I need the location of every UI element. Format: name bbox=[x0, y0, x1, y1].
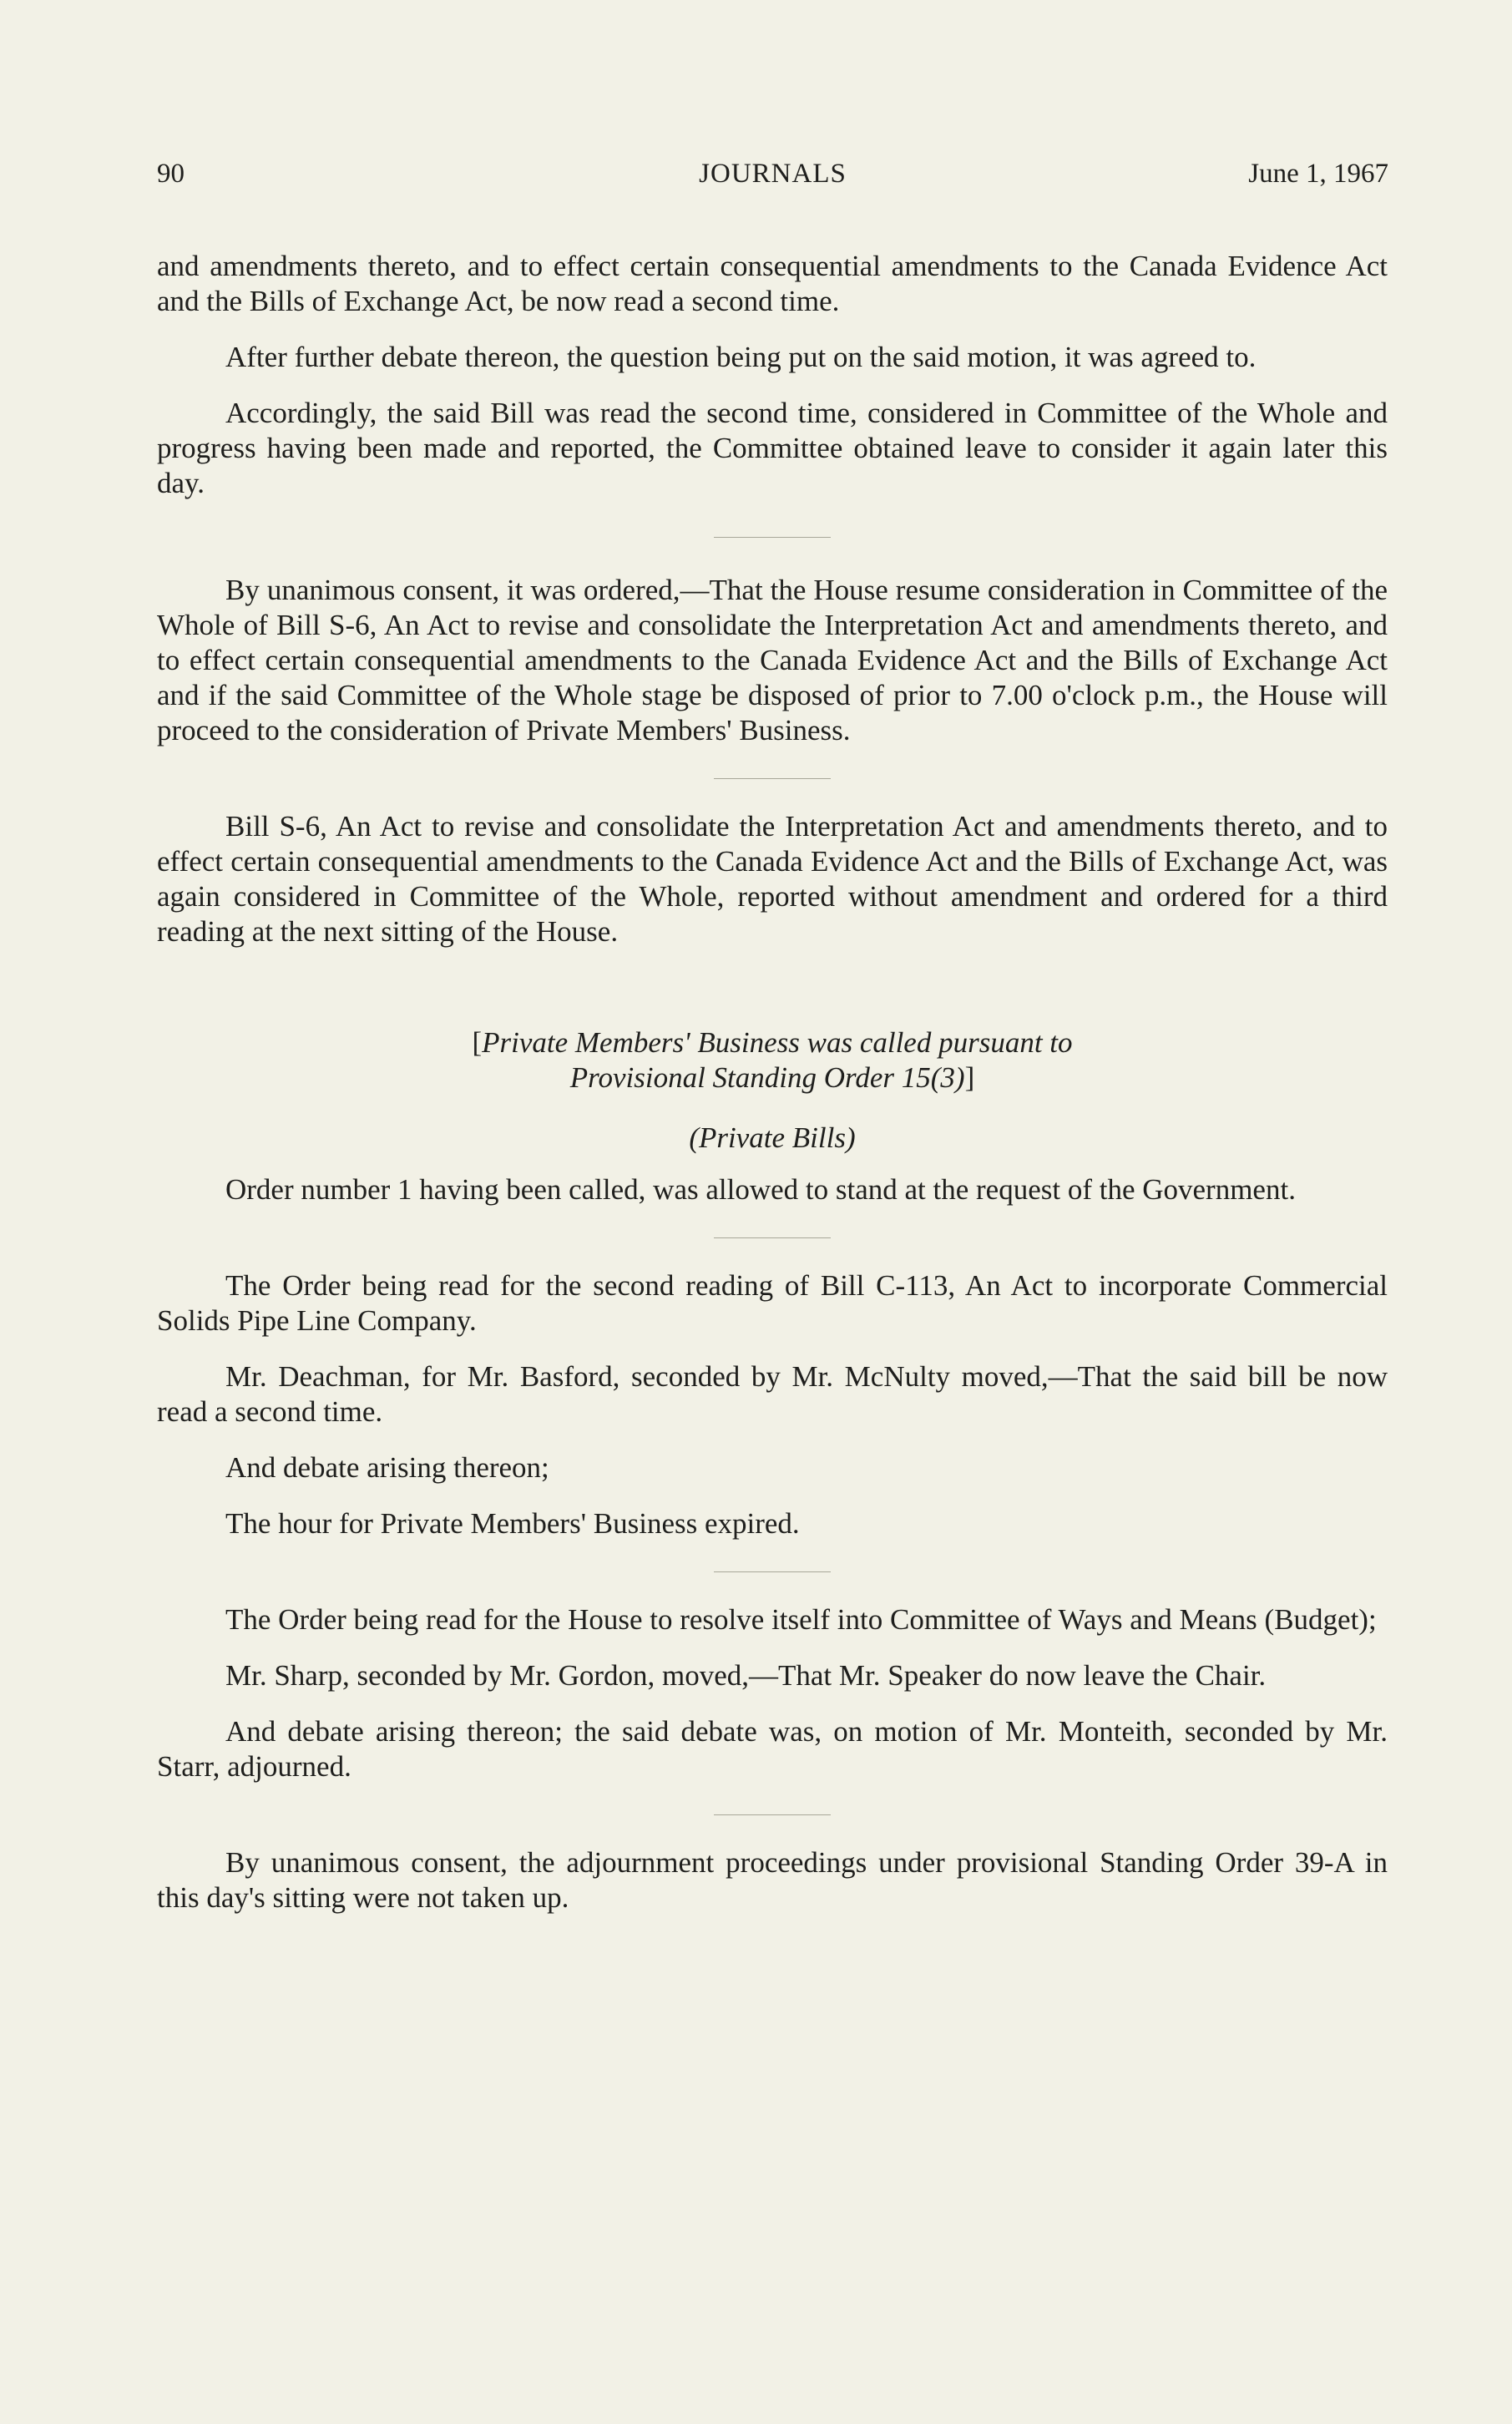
section-heading-line2: Provisional Standing Order 15(3) bbox=[569, 1061, 965, 1094]
paragraph-deachman-motion: Mr. Deachman, for Mr. Basford, seconded by Mr. McNulty moved,—That the said bill be now read a second time. bbox=[157, 1360, 1388, 1428]
paragraph-order-number-1: Order number 1 having been called, was allowed to stand at the request of the Government. bbox=[225, 1173, 1296, 1206]
paragraph-unanimous-consent: By unanimous consent, it was ordered,—That the House resume consideration in Committee of the Whole of Bill S-6, An Act to revise and consolidate the Interpretation Act and amendments thereto, and to effect certain consequential amendments to the Canada Evidence Act and the Bills of Exchange Act and if the said Committee of the Whole stage be disposed of prior to 7.00 o'clock p.m., the House will proceed to the consideration of Private Members' Business. bbox=[157, 574, 1388, 746]
subheading: (Private Bills) bbox=[689, 1121, 856, 1154]
paragraph-bill-s6: Bill S-6, An Act to revise and consolidate the Interpretation Act and amendments thereto, and to effect certain consequential amendments to the Canada Evidence Act and the Bills of Exchange Act, was again considered in Committee of the Whole, reported without amendment and ordered for a third reading at the next sitting of the House. bbox=[157, 810, 1388, 948]
paragraph-bill-c113: The Order being read for the second reading of Bill C-113, An Act to incorporate Commercial Solids Pipe Line Company. bbox=[157, 1269, 1388, 1337]
section-divider bbox=[714, 1571, 831, 1572]
paragraph-adjournment-proceedings: By unanimous consent, the adjournment proceedings under provisional Standing Order 39-A in this day's sitting were not taken up. bbox=[157, 1846, 1388, 1914]
paragraph-continuation: and amendments thereto, and to effect certain consequential amendments to the Canada Evidence Act and the Bills of Exchange Act, be now read a second time. bbox=[157, 250, 1388, 317]
paragraph-debate-adjourned: And debate arising thereon; the said debate was, on motion of Mr. Monteith, seconded by Mr. Starr, adjourned. bbox=[157, 1715, 1388, 1783]
paragraph-motion-agreed: After further debate thereon, the question being put on the said motion, it was agreed to. bbox=[225, 341, 1257, 373]
paragraph-hour-expired: The hour for Private Members' Business expired. bbox=[225, 1507, 800, 1540]
spacer bbox=[157, 970, 1388, 1025]
section-divider bbox=[714, 1814, 831, 1815]
subheading-text: Private Bills bbox=[699, 1121, 846, 1154]
journal-date: June 1, 1967 bbox=[1248, 159, 1388, 189]
section-divider bbox=[714, 537, 831, 538]
paragraph-debate-arising: And debate arising thereon; bbox=[225, 1451, 549, 1484]
paragraph-second-reading: Accordingly, the said Bill was read the second time, considered in Committee of the Whole and progress having been made and reported, the Committee obtained leave to consider it again later this day. bbox=[157, 397, 1388, 499]
page-number: 90 bbox=[157, 159, 185, 189]
journal-title: JOURNALS bbox=[699, 159, 847, 189]
page-body bbox=[157, 249, 1388, 1936]
section-divider bbox=[714, 1237, 831, 1238]
section-heading: [Private Members' Business was called pursuant to Provisional Standing Order 15(3)] bbox=[472, 1026, 1073, 1094]
paragraph-sharp-motion: Mr. Sharp, seconded by Mr. Gordon, moved,—That Mr. Speaker do now leave the Chair. bbox=[225, 1659, 1267, 1692]
section-heading-line1: Private Members' Business was called pursuant to bbox=[482, 1026, 1073, 1059]
page-header bbox=[157, 159, 1388, 195]
paragraph-ways-and-means: The Order being read for the House to resolve itself into Committee of Ways and Means (Budget); bbox=[225, 1603, 1377, 1636]
section-divider bbox=[714, 778, 831, 779]
